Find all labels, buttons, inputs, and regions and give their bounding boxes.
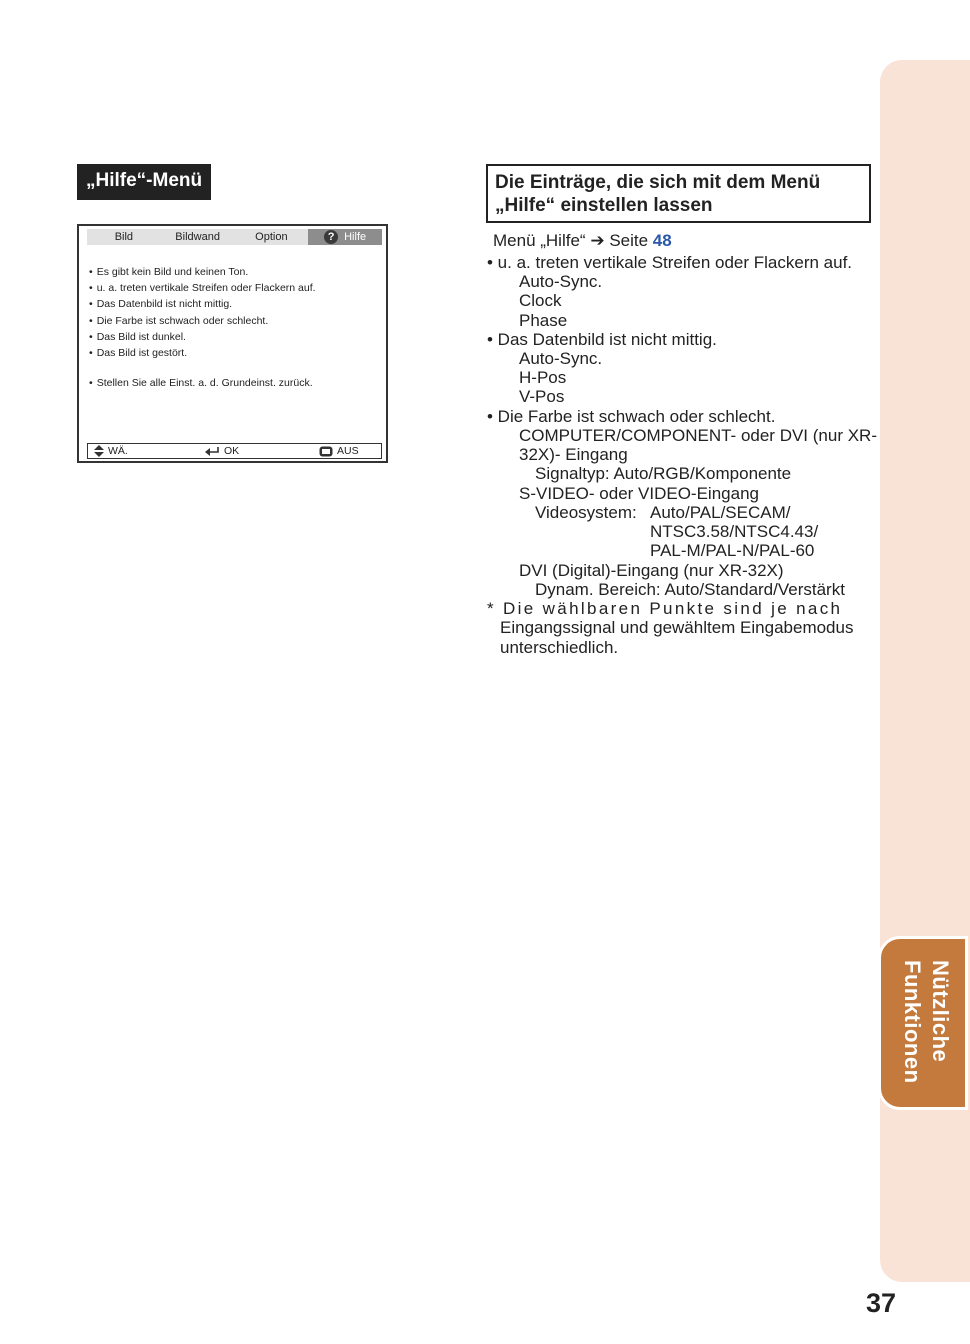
dvi-input: DVI (Digital)-Eingang (nur XR-32X) bbox=[519, 561, 784, 580]
item-h-pos: H-Pos bbox=[519, 368, 567, 387]
computer-input-line1: COMPUTER/COMPONENT- oder DVI (nur XR- bbox=[519, 426, 877, 445]
reference-page-number: 48 bbox=[652, 231, 672, 250]
osd-tab-bildwand: Bildwand bbox=[175, 231, 220, 243]
bullet-streifen: • u. a. treten vertikale Streifen oder Flackern auf. bbox=[487, 253, 853, 272]
osd-menu-screenshot bbox=[77, 224, 388, 463]
bullet-farbe: • Die Farbe ist schwach oder schlecht. bbox=[487, 407, 776, 426]
osd-tab-hilfe bbox=[308, 229, 382, 245]
computer-input-line2: 32X)- Eingang bbox=[519, 445, 628, 464]
video-system-label: Videosystem: bbox=[535, 503, 637, 522]
reference-text: Menü „Hilfe“ bbox=[493, 231, 586, 250]
note-line1: * Die wählbaren Punkte sind je nach bbox=[487, 599, 843, 618]
osd-help-item: • Es gibt kein Bild und keinen Ton. bbox=[89, 264, 316, 280]
page-number: 37 bbox=[866, 1288, 897, 1318]
osd-help-item: • u. a. treten vertikale Streifen oder Flackern auf. bbox=[89, 280, 316, 296]
settings-heading-line1: Die Einträge, die sich mit dem Menü bbox=[495, 172, 821, 193]
osd-help-item: • Das Bild ist gestört. bbox=[89, 345, 316, 361]
osd-tab-bar bbox=[87, 229, 382, 245]
chapter-tab-line2: Funktionen bbox=[900, 960, 925, 1084]
signal-type: Signaltyp: Auto/RGB/Komponente bbox=[535, 464, 792, 483]
osd-reset-item: • Stellen Sie alle Einst. a. d. Grundeinst. zurück. bbox=[89, 377, 313, 389]
menu-page-reference bbox=[493, 231, 672, 251]
section-title: „Hilfe“-Menü bbox=[77, 164, 211, 200]
item-auto-sync: Auto-Sync. bbox=[519, 272, 603, 291]
chapter-tab-label bbox=[888, 960, 954, 1090]
chapter-tab-line1: Nützliche bbox=[928, 960, 953, 1063]
svideo-input: S-VIDEO- oder VIDEO-Eingang bbox=[519, 484, 759, 503]
osd-footer-select bbox=[94, 444, 128, 458]
item-v-pos: V-Pos bbox=[519, 387, 565, 406]
osd-help-item: • Das Datenbild ist nicht mittig. bbox=[89, 296, 316, 312]
note-line3: unterschiedlich. bbox=[500, 638, 619, 657]
video-system-value: NTSC3.58/NTSC4.43/ bbox=[650, 522, 819, 541]
osd-tab-option: Option bbox=[255, 231, 288, 243]
osd-tab-hilfe-label: Hilfe bbox=[344, 231, 367, 243]
item-phase: Phase bbox=[519, 311, 568, 330]
reference-page-label: Seite bbox=[609, 231, 649, 250]
note-line2: Eingangssignal und gewähltem Eingabemodus bbox=[500, 618, 854, 637]
osd-help-list bbox=[89, 264, 316, 361]
osd-help-item: • Das Bild ist dunkel. bbox=[89, 329, 316, 345]
arrow-icon: ➔ bbox=[590, 231, 605, 250]
up-down-icon bbox=[94, 445, 104, 457]
enter-icon bbox=[205, 446, 220, 456]
osd-footer-ok-label: OK bbox=[224, 445, 240, 457]
item-auto-sync-2: Auto-Sync. bbox=[519, 349, 603, 368]
osd-help-item: • Die Farbe ist schwach oder schlecht. bbox=[89, 313, 316, 329]
video-system-value: Auto/PAL/SECAM/ bbox=[650, 503, 791, 522]
bullet-datenbild: • Das Datenbild ist nicht mittig. bbox=[487, 330, 717, 349]
osd-footer-select-label: WÄ. bbox=[108, 445, 128, 457]
video-system-value: PAL-M/PAL-N/PAL-60 bbox=[650, 541, 815, 560]
settings-heading-line2: „Hilfe“ einstellen lassen bbox=[495, 195, 713, 216]
osd-footer-exit bbox=[319, 444, 359, 458]
dynamic-range: Dynam. Bereich: Auto/Standard/Verstärkt bbox=[535, 580, 845, 599]
menu-button-icon bbox=[319, 446, 333, 457]
item-clock: Clock bbox=[519, 291, 562, 310]
osd-footer bbox=[87, 443, 382, 459]
help-icon: ? bbox=[324, 230, 338, 244]
osd-footer-exit-label: AUS bbox=[337, 445, 359, 457]
osd-tab-bild: Bild bbox=[114, 231, 134, 243]
osd-footer-ok bbox=[205, 444, 239, 458]
settings-heading-box bbox=[486, 164, 871, 223]
